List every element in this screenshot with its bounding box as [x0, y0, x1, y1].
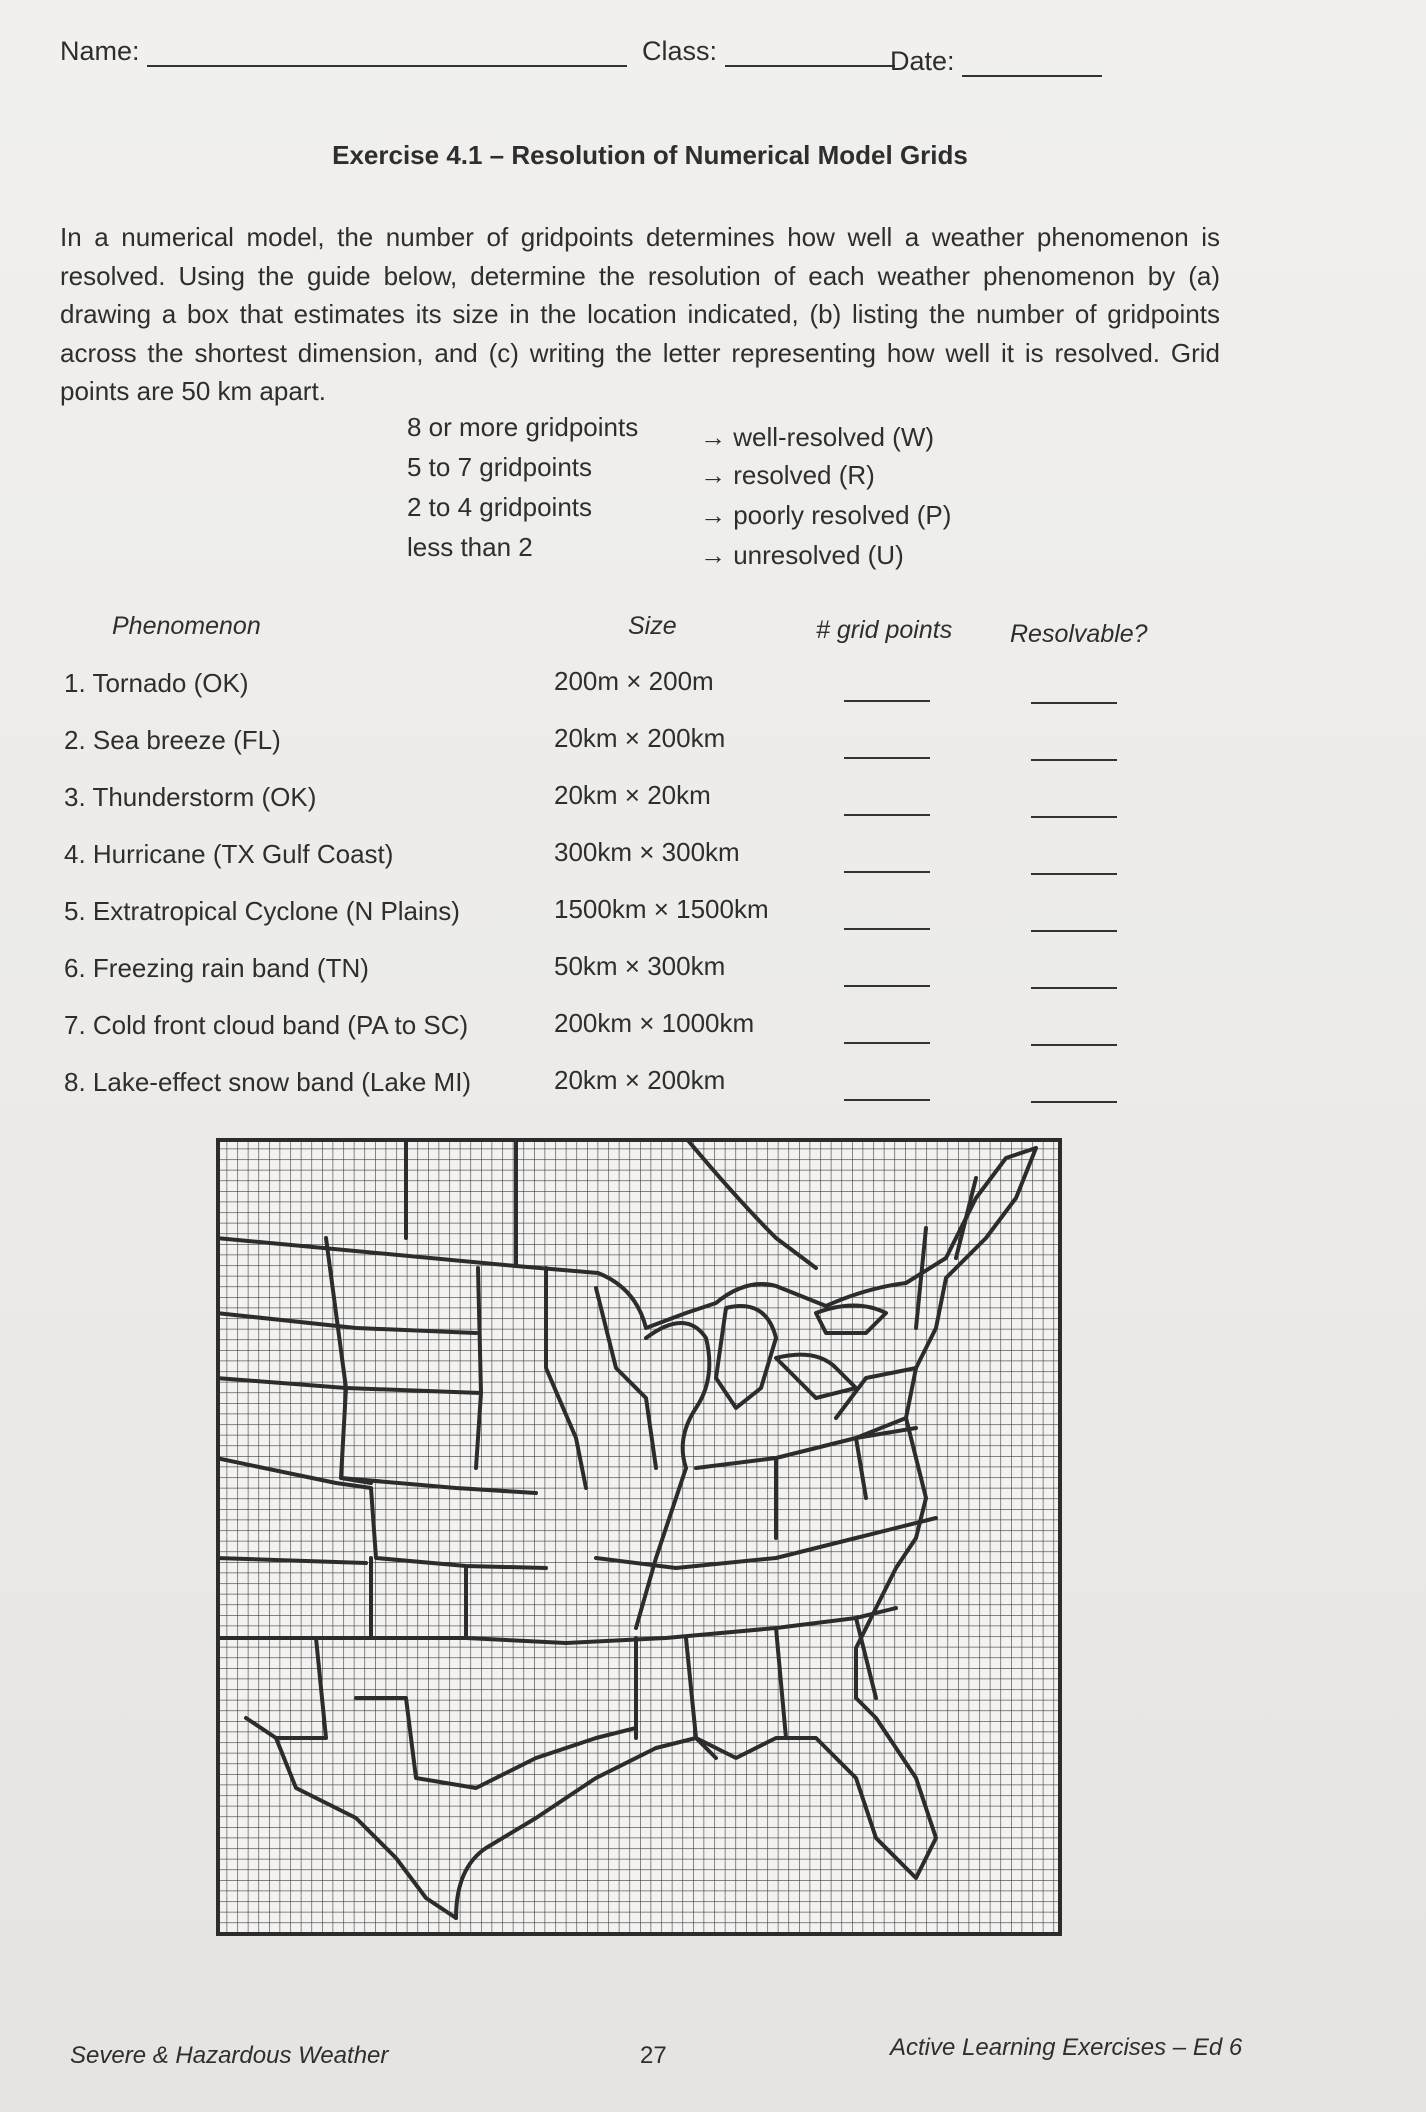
- class-label: Class:: [642, 36, 718, 66]
- table-row: [64, 896, 1164, 936]
- phenomenon-cell: 8. Lake-effect snow band (Lake MI): [64, 1067, 472, 1097]
- grid-points-blank[interactable]: [844, 928, 930, 930]
- resolvable-blank[interactable]: [1031, 1044, 1117, 1046]
- phenomenon-cell: 5. Extratropical Cyclone (N Plains): [64, 896, 460, 926]
- table-row: [64, 1010, 1164, 1050]
- date-field: [890, 46, 1102, 77]
- size-cell: 300km × 300km: [554, 837, 740, 867]
- name-blank[interactable]: [147, 65, 627, 67]
- grid-points-blank[interactable]: [844, 985, 930, 987]
- guide-result-1: → well-resolved (W): [700, 422, 935, 452]
- size-cell: 20km × 20km: [554, 780, 711, 810]
- guide-result-3: → poorly resolved (P): [700, 500, 952, 530]
- phenomenon-cell: 1. Tornado (OK): [64, 668, 249, 698]
- table-row: [64, 782, 1164, 822]
- footer-page-number: 27: [640, 2042, 667, 2069]
- phenomenon-cell: 3. Thunderstorm (OK): [64, 782, 317, 812]
- grid-points-blank[interactable]: [844, 1042, 930, 1044]
- footer-edition: Active Learning Exercises – Ed 6: [890, 2034, 1243, 2061]
- col-header-phenomenon: Phenomenon: [112, 612, 261, 640]
- size-cell: 200m × 200m: [554, 666, 714, 696]
- col-header-grid-points: # grid points: [816, 616, 953, 644]
- guide-range-2: 5 to 7 gridpoints: [407, 452, 593, 482]
- size-cell: 200km × 1000km: [554, 1008, 755, 1038]
- gridded-us-map[interactable]: [216, 1138, 1062, 1936]
- col-header-size: Size: [628, 612, 677, 640]
- resolvable-blank[interactable]: [1031, 930, 1117, 932]
- guide-result-4: → unresolved (U): [700, 540, 904, 570]
- grid-points-blank[interactable]: [844, 700, 930, 702]
- col-header-resolvable: Resolvable?: [1010, 620, 1148, 648]
- table-row: [64, 668, 1164, 708]
- guide-range-3: 2 to 4 gridpoints: [407, 492, 593, 522]
- resolvable-blank[interactable]: [1031, 873, 1117, 875]
- instructions-paragraph: In a numerical model, the number of gridpoints determines how well a weather phenomenon is resolved. Using the guide below, determine the resolution of each weather phenomenon by (a) drawing a box that estimates its size in the location indicated, (b) listing the number of gridpoints across the shortest dimension, and (c) writing the letter representing how well it is resolved. Grid points are 50 km apart.: [60, 222, 1220, 406]
- footer-course-title: Severe & Hazardous Weather: [70, 2042, 389, 2069]
- guide-result-2: → resolved (R): [700, 460, 875, 490]
- date-label: Date:: [890, 46, 955, 76]
- name-label: Name:: [60, 36, 140, 66]
- guide-range-1: 8 or more gridpoints: [407, 412, 639, 442]
- resolvable-blank[interactable]: [1031, 1101, 1117, 1103]
- table-row: [64, 839, 1164, 879]
- phenomenon-cell: 2. Sea breeze (FL): [64, 725, 281, 755]
- table-row: [64, 725, 1164, 765]
- size-cell: 20km × 200km: [554, 1065, 726, 1095]
- table-row: [64, 953, 1164, 993]
- phenomenon-cell: 6. Freezing rain band (TN): [64, 953, 369, 983]
- grid-points-blank[interactable]: [844, 814, 930, 816]
- size-cell: 20km × 200km: [554, 723, 726, 753]
- grid-points-blank[interactable]: [844, 871, 930, 873]
- grid-points-blank[interactable]: [844, 1099, 930, 1101]
- model-grid: [216, 1138, 1062, 1936]
- table-row: [64, 1067, 1164, 1107]
- resolvable-blank[interactable]: [1031, 987, 1117, 989]
- class-blank[interactable]: [725, 65, 895, 67]
- name-field: [60, 36, 627, 67]
- resolvable-blank[interactable]: [1031, 816, 1117, 818]
- resolvable-blank[interactable]: [1031, 702, 1117, 704]
- phenomenon-cell: 7. Cold front cloud band (PA to SC): [64, 1010, 469, 1040]
- guide-range-4: less than 2: [407, 532, 533, 562]
- resolvable-blank[interactable]: [1031, 759, 1117, 761]
- grid-points-blank[interactable]: [844, 757, 930, 759]
- size-cell: 1500km × 1500km: [554, 894, 769, 924]
- size-cell: 50km × 300km: [554, 951, 726, 981]
- class-field: [642, 36, 895, 67]
- phenomenon-cell: 4. Hurricane (TX Gulf Coast): [64, 839, 394, 869]
- date-blank[interactable]: [962, 75, 1102, 77]
- page-title: Exercise 4.1 – Resolution of Numerical Model Grids: [332, 140, 968, 170]
